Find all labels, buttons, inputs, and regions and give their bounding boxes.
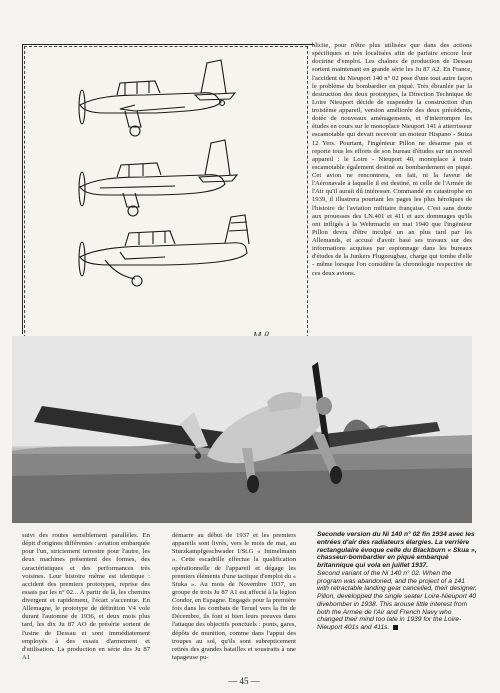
article-text-bottom-left: suivi des routes sensiblement parallèles. En dépit d'origines différentes : aviation embarquée pour l'un, strictement terrestre pour l'autre, les deux machines présentent des formes, des caractéristiques et des performances très voisines. Leur histoire même est identique : accident des premiers prototypes, reprise des essais par les n° 02... À partir de là, les chemins divergent et rapidement, l'écart s'accentue. En Allemagne, le prototype de définition V4 vole durant l'automne de 1936, et deux mois plus tard, les dix Ju 87 AO de présérie sortent de l'usine de Dessau et sont immédiatement employés à des essais d'armement et d'utilisation. La production en série des Ju 87 A1 [22, 532, 150, 661]
line-drawings [25, 47, 307, 337]
photo-caption-english: Second variant of the Ni 140 n° 02. When the program was abandoned, and the project of a 141 with retractable landing gear cancelled, their designer, Pillon, developped the single seater Loire-Nieuport 40 divebomber in 1938. This arouse little interest from both the Armée de l'Air and French Navy who changed their mind too late in 1939 for the Loire-Nieuport 401s and 411s. [317, 569, 477, 631]
page-number: — 45 — [228, 676, 260, 686]
top-rule [22, 44, 314, 45]
photo-illustration [12, 336, 472, 523]
photo-caption [317, 531, 477, 632]
side-view-bottom [79, 215, 249, 286]
end-of-article-mark [393, 625, 398, 630]
left-rule [22, 44, 23, 334]
side-view-top [79, 60, 235, 136]
side-view-middle [79, 140, 237, 216]
article-text-right-column: blicite, pour n'être plus utilisées que dans des actions spécifiques et très localisées afin de parfaire encore leur doctrine d'emploi. Les chaînes de production de Dessau sortent maintenant en grande série les Ju 87 A2. En France, l'accident du Nieuport 140 n° 02 pose d'une tout autre façon le problème du bombardier en piqué. Très ébranlée par la destruction des deux prototypes, la Direction Technique de Loire Nieuport décide de suspendre la construction d'un troisième appareil, version améliorée des deux précédents, dotée de nouveaux aménagements, et d'interrompre les études en cours sur le monoplace Nieuport 141 à atterrisseur escamotable qui devait recevoir un moteur Hispano - Suiza 12 Yers. Pourtant, l'ingénieur Pillon ne désarme pas et reporte tous les efforts de son bureau d'études sur un nouvel appareil : le Loire - Nieuport 40, monoplace à train escamotable également destiné au bombardement en piqué. Cet avion ne rencontrera, en fait, ni la faveur de l'Aéronavale à laquelle il est destiné, ni celle de l'Armée de l'Air qu'il aurait dû intéresser. Commandé en catastrophe en 1939, il illustrera pourtant les pages les plus héroïques de l'histoire de l'aviation militaire française. C'est sans doute aux prouesses des LN.401 et 411 et aux dommages qu'ils ont infligés à la Wehrmacht en mai 1940 que l'ingénieur Pillon devra d'être inculpé un an plus tard par les Allemands, et accusé d'avoir basé ses travaux sur des informations acquises par espionnage dans les bureaux d'études de la Junkers Flugzeugbau, charge qui tombe d'elle - même lorsque l'on considère la chronologie respective de ces deux avions. [312, 42, 472, 277]
article-text-bottom-middle: démarre au début de 1937 et les premiers appareils sont livrés, vers le mois de mai, au Sturzkampfgeschwader I/St.G « Immelmann ». Cette escadrille effectue la qualification opérationnelle de l'appareil et dégage les premiers éléments d'une tactique d'emploi du « Stuka ». Au mois de Novembre 1937, un groupe de trois Ju 87 A1 est affecté à la légion Condor, en Espagne. Engagés pour la première fois dans les combats de Teruel vers la fin de Décembre, ils font si bien leurs preuves dans l'attaque des objectifs ponctuels : ponts, gares, dépôts de munition, comme dans l'appui des troupes au sol, qu'ils sont subrepticement retirés des grandes batailles et soustraits à une tapageuse pu- [172, 532, 296, 661]
photo-caption-french: Seconde version du Ni 140 n° 02 fin 1934 avec les entrées d'air des radiateurs élargies. La verrière rectangulaire évoque celle du Blackburn « Skua », chasseur-bombardier en piqué embarqué britannique qui vola en juillet 1937. [317, 531, 477, 569]
aircraft-three-view-drawing [24, 46, 308, 338]
aircraft-photo [12, 336, 472, 523]
